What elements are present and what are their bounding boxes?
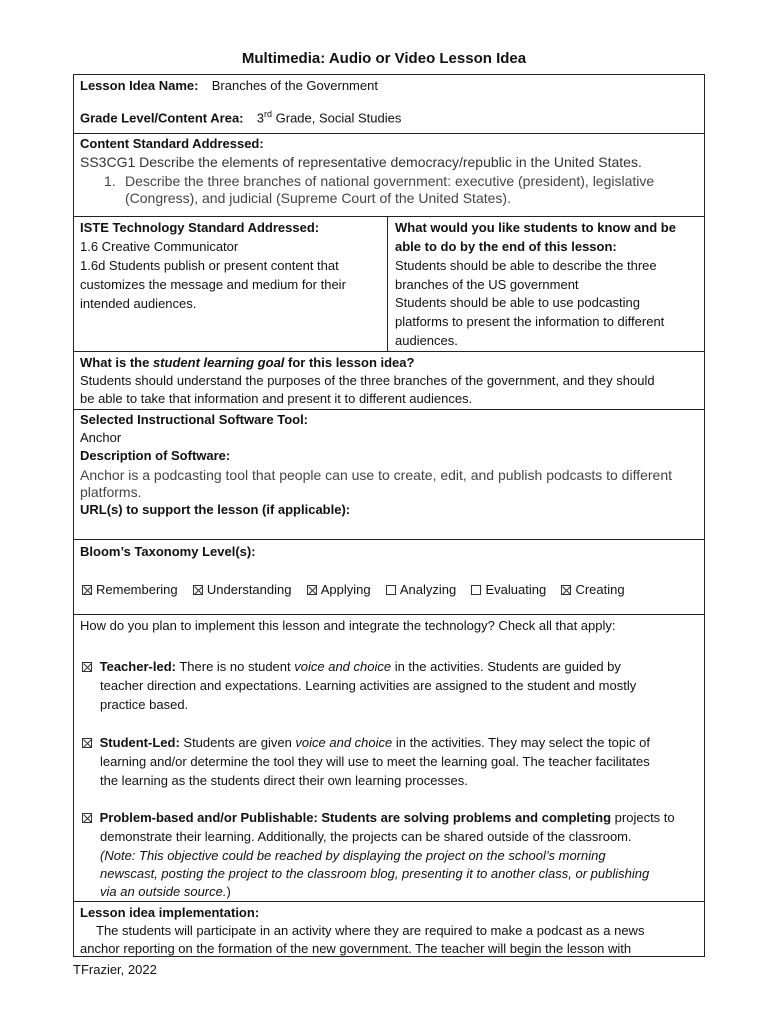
grade-ordinal: rd	[264, 109, 273, 119]
bloom-level-analyzing[interactable]: Analyzing	[386, 582, 456, 597]
iste-line: customizes the message and medium for their	[80, 277, 346, 292]
iste-label: ISTE Technology Standard Addressed:	[80, 220, 320, 235]
learning-goal-line-1: Students should understand the purposes of the three branches of the government, and they should	[80, 373, 655, 388]
implementation-approach-row	[74, 614, 704, 901]
lesson-info-row	[74, 75, 704, 133]
know-label-line: What would you like students to know and be	[395, 220, 676, 235]
checked-box-icon	[82, 738, 92, 748]
iste-line: 1.6 Creative Communicator	[80, 239, 239, 254]
lesson-implementation-label: Lesson idea implementation:	[80, 905, 260, 920]
document-title: Multimedia: Audio or Video Lesson Idea	[241, 50, 527, 67]
checked-box-icon	[82, 585, 92, 595]
bloom-label: Bloom’s Taxonomy Level(s):	[80, 544, 256, 559]
know-label-line: able to do by the end of this lesson:	[395, 239, 617, 254]
standards-two-column-row	[74, 216, 704, 351]
grade-number: 3	[256, 110, 264, 126]
content-standard-label: Content Standard Addressed:	[80, 136, 264, 151]
bloom-level-creating[interactable]: Creating	[561, 582, 624, 597]
footer-author: TFrazier, 2022	[73, 962, 157, 977]
know-line: Students should be able to describe the three	[395, 258, 657, 273]
know-line: branches of the US government	[395, 277, 579, 292]
implementation-question: How do you plan to implement this lesson and integrate the technology? Check all that apply:	[80, 618, 616, 633]
lesson-implementation-row	[74, 901, 704, 957]
lesson-implementation-line-2: anchor reporting on the formation of the new government. The teacher will begin the lesson with	[80, 941, 632, 956]
know-line: Students should be able to use podcasting	[395, 295, 641, 310]
content-standard-item-number: 1.	[104, 173, 116, 189]
problem-based-line-2: demonstrate their learning. Additionally, the projects can be shared outside of the classroom.	[100, 829, 632, 844]
problem-based-note-line-2: newscast, posting the project to the classroom blog, presenting it to another class, or publishing	[100, 866, 650, 881]
iste-line: intended audiences.	[80, 296, 197, 311]
iste-line: 1.6d Students publish or present content that	[80, 258, 339, 273]
content-standard-row	[74, 133, 704, 216]
problem-based-note-line-1: (Note: This objective could be reached by displaying the project on the school’s morning	[100, 848, 606, 863]
teacher-led-line-3: practice based.	[100, 697, 189, 712]
software-row	[74, 409, 704, 539]
empty-box-icon	[471, 585, 481, 595]
lesson-name-value: Branches of the Government	[211, 78, 378, 93]
student-led-line-2: learning and/or determine the tool they will use to meet the learning goal. The teacher facilitates	[100, 754, 650, 769]
bloom-levels	[82, 581, 625, 599]
url-label: URL(s) to support the lesson (if applicable):	[80, 502, 351, 517]
teacher-led-line-2: teacher direction and expectations. Learning activities are assigned to the student and mostly	[100, 678, 637, 693]
software-description-line-1: Anchor is a podcasting tool that people can use to create, edit, and publish podcasts to different	[80, 467, 673, 483]
content-standard-code: SS3CG1 Describe the elements of representative democracy/republic in the United States.	[80, 154, 642, 170]
bloom-level-evaluating[interactable]: Evaluating	[471, 582, 546, 597]
checked-box-icon	[561, 585, 571, 595]
software-tool-value: Anchor	[80, 430, 122, 445]
checked-box-icon	[82, 662, 92, 672]
know-line: platforms to present the information to different	[395, 314, 665, 329]
teacher-led-option[interactable]: Teacher-led: There is no student voice and choice in the activities. Students are guided by	[82, 658, 621, 676]
checked-box-icon	[193, 585, 203, 595]
software-description-line-2: platforms.	[80, 484, 142, 500]
student-led-option[interactable]: Student-Led: Students are given voice and choice in the activities. They may select the topic of	[82, 734, 650, 752]
know-and-do-cell	[388, 217, 704, 351]
grade-subject: Grade, Social Studies	[272, 110, 402, 126]
know-line: audiences.	[395, 333, 458, 348]
grade-level-label: Grade Level/Content Area:	[80, 110, 244, 126]
software-description-label: Description of Software:	[80, 448, 231, 463]
iste-standard-cell	[74, 217, 388, 351]
learning-goal-label: What is the student learning goal for this lesson idea?	[80, 355, 415, 370]
problem-based-option[interactable]: Problem-based and/or Publishable: Students are solving problems and completing projects to	[82, 809, 675, 827]
bloom-level-applying[interactable]: Applying	[307, 582, 371, 597]
checked-box-icon	[82, 813, 92, 823]
checked-box-icon	[307, 585, 317, 595]
empty-box-icon	[386, 585, 396, 595]
lesson-implementation-line-1: The students will participate in an activity where they are required to make a podcast as a news	[96, 923, 645, 938]
lesson-form-table	[73, 74, 705, 957]
problem-based-note-line-3: via an outside source.)	[100, 884, 231, 899]
software-tool-label: Selected Instructional Software Tool:	[80, 412, 309, 427]
bloom-level-understanding[interactable]: Understanding	[193, 582, 292, 597]
lesson-name-label: Lesson Idea Name:	[80, 78, 199, 93]
student-led-line-3: the learning as the students direct their own learning processes.	[100, 773, 468, 788]
content-standard-item-line-2: (Congress), and judicial (Supreme Court of the United States).	[125, 190, 511, 206]
bloom-row	[74, 539, 704, 614]
learning-goal-row	[74, 351, 704, 409]
content-standard-item-line-1: Describe the three branches of national government: executive (president), legislative	[125, 173, 655, 189]
learning-goal-line-2: be able to take that information and present it to different audiences.	[80, 391, 473, 406]
bloom-level-remembering[interactable]: Remembering	[82, 582, 178, 597]
